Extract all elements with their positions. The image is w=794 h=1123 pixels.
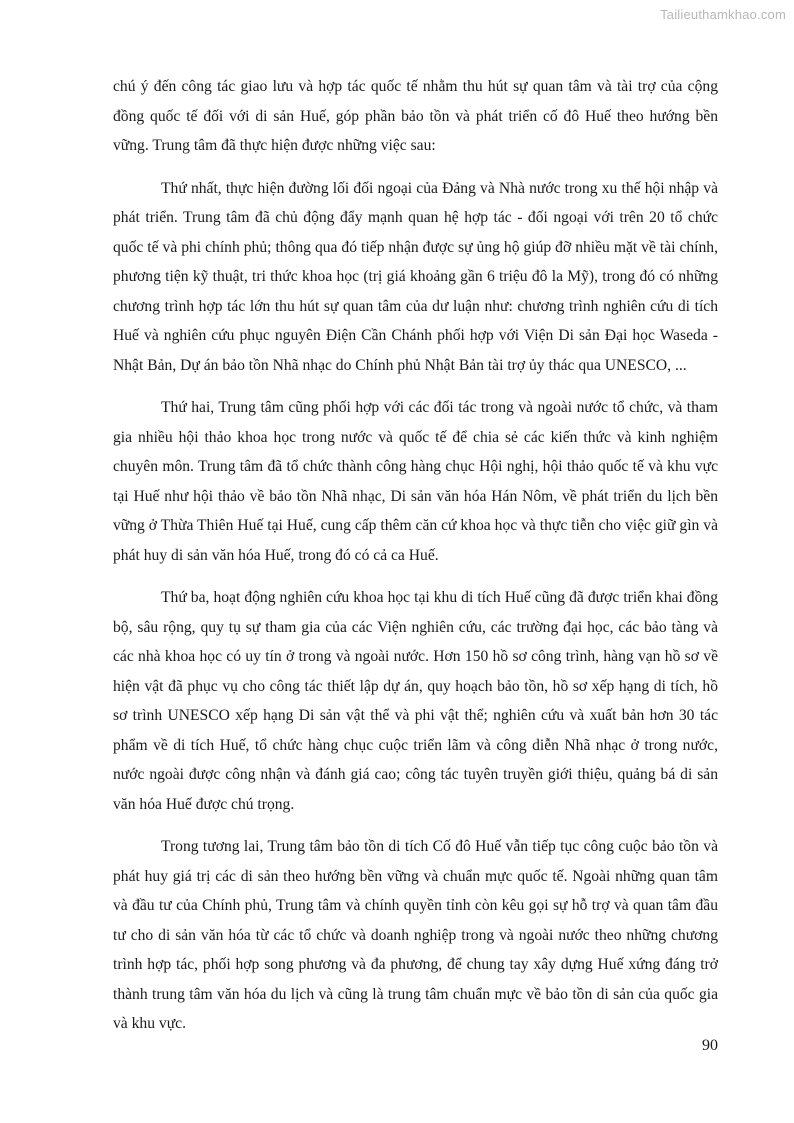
document-body (113, 72, 718, 1052)
paragraph-continuation: chú ý đến công tác giao lưu và hợp tác quốc tế nhằm thu hút sự quan tâm và tài trợ của cộng đồng quốc tế đối với di sản Huế, góp phần bảo tồn và phát triển cố đô Huế theo hướng bền vững. Trung tâm đã thực hiện được những việc sau: (113, 78, 718, 154)
paragraph-second-point: Thứ hai, Trung tâm cũng phối hợp với các đối tác trong và ngoài nước tổ chức, và tham gia nhiều hội thảo khoa học trong nước và quốc tế để chia sẻ các kiến thức và kinh nghiệm chuyên môn. Trung tâm đã tổ chức thành công hàng chục Hội nghị, hội thảo quốc tế và khu vực tại Huế như hội thảo về bảo tồn Nhã nhạc, Di sản văn hóa Hán Nôm, về phát triển du lịch bền vững ở Thừa Thiên Huế tại Huế, cung cấp thêm căn cứ khoa học và thực tiễn cho việc giữ gìn và phát huy di sản văn hóa Huế, trong đó có cả ca Huế. (113, 399, 718, 564)
paragraph-first-point: Thứ nhất, thực hiện đường lối đối ngoại của Đảng và Nhà nước trong xu thế hội nhập và phát triển. Trung tâm đã chủ động đẩy mạnh quan hệ hợp tác - đối ngoại với trên 20 tổ chức quốc tế và phi chính phủ; thông qua đó tiếp nhận được sự ủng hộ giúp đỡ nhiều mặt về tài chính, phương tiện kỹ thuật, tri thức khoa học (trị giá khoảng gần 6 triệu đô la Mỹ), trong đó có những chương trình hợp tác lớn thu hút sự quan tâm của dư luận như: chương trình nghiên cứu di tích Huế và nghiên cứu phục nguyên Điện Cần Chánh phối hợp với Viện Di sản Đại học Waseda - Nhật Bản, Dự án bảo tồn Nhã nhạc do Chính phủ Nhật Bản tài trợ ủy thác qua UNESCO, ... (113, 179, 718, 374)
page-number: 90 (702, 1037, 718, 1054)
watermark-text: Tailieuthamkhao.com (660, 7, 786, 22)
paragraph-third-point: Thứ ba, hoạt động nghiên cứu khoa học tại khu di tích Huế cũng đã được triển khai đồng bộ, sâu rộng, quy tụ sự tham gia của các Viện nghiên cứu, các trường đại học, các bảo tàng và các nhà khoa học có uy tín ở trong và ngoài nước. Hơn 150 hồ sơ công trình, hàng vạn hồ sơ về hiện vật đã phục vụ cho công tác thiết lập dự án, quy hoạch bảo tồn, hồ sơ xếp hạng di tích, hồ sơ trình UNESCO xếp hạng Di sản vật thể và phi vật thể; nghiên cứu và xuất bản hơn 30 tác phẩm về di tích Huế, tổ chức hàng chục cuộc triển lãm và công diễn Nhã nhạc ở trong nước, nước ngoài được công nhận và đánh giá cao; công tác tuyên truyền giới thiệu, quảng bá di sản văn hóa Huế được chú trọng. (113, 589, 718, 813)
paragraph-future-outlook: Trong tương lai, Trung tâm bảo tồn di tích Cố đô Huế vẫn tiếp tục công cuộc bảo tồn và phát huy giá trị các di sản theo hướng bền vững và chuẩn mực quốc tế. Ngoài những quan tâm và đầu tư của Chính phủ, Trung tâm và chính quyền tỉnh còn kêu gọi sự hỗ trợ và quan tâm đầu tư cho di sản văn hóa từ các tổ chức và doanh nghiệp trong và ngoài nước theo những chương trình hợp tác, phối hợp song phương và đa phương, để chung tay xây dựng Huế xứng đáng trở thành trung tâm văn hóa du lịch và cũng là trung tâm chuẩn mực về bảo tồn di sản của quốc gia và khu vực. (113, 838, 718, 1032)
